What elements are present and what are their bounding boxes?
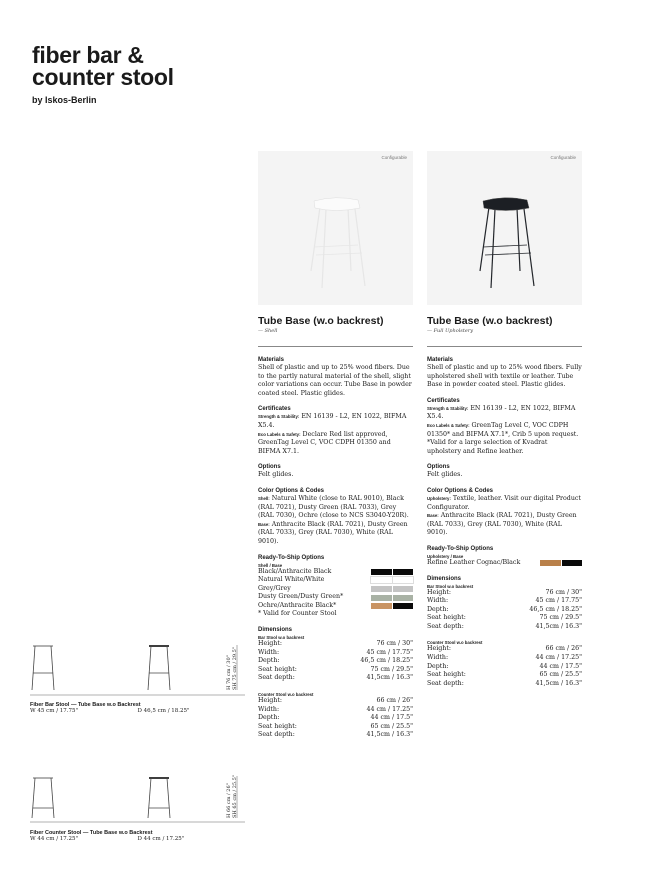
certificate-strength: Strength & Stability: EN 16139 - L2, EN 1022, BIFMA X5.4.	[427, 404, 576, 421]
counter-dimensions-label: Counter Stool w.o backrest	[427, 640, 483, 646]
color-option-2: Base: Anthracite Black (RAL 7021), Dusty Green (RAL 7033), Grey (RAL 7030), White (RAL 9010).	[427, 512, 577, 537]
dimension-row: Height: 76 cm / 30"	[258, 640, 413, 648]
dimension-row: Seat depth: 41,5cm / 16.3"	[427, 679, 582, 687]
counter-depth: D 44 cm / 17.25"	[137, 836, 185, 842]
bar-depth: D 46,5 cm / 18.25"	[137, 708, 190, 714]
color-swatch	[371, 586, 413, 592]
dimension-row: Seat height: 65 cm / 25.5"	[258, 722, 413, 730]
bar-stool-caption: Fiber Bar Stool — Tube Base w.o Backrest	[30, 702, 141, 708]
dimension-row: Seat height: 75 cm / 29.5"	[258, 665, 413, 673]
rts-option: Natural White/White	[258, 576, 413, 585]
rts-option: Refine Leather Cognac/Black	[427, 559, 582, 568]
dimensions-label: Dimensions	[258, 627, 293, 634]
dimension-row: Height: 66 cm / 26"	[427, 645, 582, 653]
product-subtitle: — Full Upholstery	[427, 328, 474, 334]
color-swatch	[371, 603, 413, 609]
dimension-row: Seat height: 75 cm / 29.5"	[427, 614, 582, 622]
options-label: Options	[258, 464, 281, 471]
rts-sublabel: Upholstery / Base	[427, 553, 464, 559]
dimension-row: Width: 45 cm / 17.75"	[258, 648, 413, 656]
dimension-row: Seat depth: 41,5cm / 16.3"	[427, 622, 582, 630]
bar-dimensions-label: Bar Stool w.o backrest	[258, 635, 305, 641]
upholstered-stool-photo-icon	[427, 151, 582, 305]
materials-label: Materials	[427, 357, 454, 363]
counter-stool-drawing	[30, 768, 245, 842]
dimension-row: Seat depth: 41,5cm / 16.3"	[258, 674, 413, 682]
dimension-row: Depth: 46,5 cm / 18.25"	[258, 657, 413, 665]
dimension-row: Depth: 44 cm / 17.5"	[427, 662, 582, 670]
product-photo[interactable]	[258, 151, 413, 305]
dimension-row: Width: 44 cm / 17.25"	[258, 705, 413, 713]
bar-height-label: H 76 cm / 30" SH 75 cm / 29.5"	[226, 646, 238, 690]
materials-text: Shell of plastic and up to 25% wood fibers. Fully upholstered shell with textile or leather. Tube Base in powder coated steel. Plastic glides.	[427, 364, 582, 389]
color-swatch	[371, 577, 413, 583]
counter-stool-caption: Fiber Counter Stool — Tube Base w.o Backrest	[30, 830, 153, 836]
title-line-1: fiber bar &	[32, 42, 144, 68]
bar-dimensions-label: Bar Stool w.o backrest	[427, 583, 474, 589]
color-swatch	[371, 595, 413, 601]
certificates-label: Certificates	[258, 406, 291, 413]
counter-width: W 44 cm / 17.25"	[30, 836, 79, 842]
options-text: Felt glides.	[258, 471, 294, 479]
product-subtitle: — Shell	[258, 328, 278, 334]
counter-height-label: H 66 cm / 26" SH 65 cm / 25.5"	[226, 774, 238, 818]
options-text: Felt glides.	[427, 471, 463, 479]
product-title: Tube Base (w.o backrest)	[258, 315, 384, 327]
configurable-badge: Configurable	[381, 155, 407, 160]
rts-label: Ready-To-Ship Options	[427, 545, 494, 552]
dimension-row: Height: 66 cm / 26"	[258, 697, 413, 705]
color-option-1: Shell: Natural White (close to RAL 9010), Black (RAL 7021), Dusty Green (RAL 7033), Grey (RAL 7030), Ochre (close to NCS S3040-Y20R).	[258, 494, 409, 520]
divider	[258, 346, 413, 347]
color-options-label: Color Options & Codes	[427, 487, 493, 494]
dimension-row: Seat height: 65 cm / 25.5"	[427, 671, 582, 679]
dimension-row: Width: 44 cm / 17.25"	[427, 654, 582, 662]
rts-sublabel: Shell / Base	[258, 562, 283, 568]
dimension-row: Depth: 46,5 cm / 18.25"	[427, 605, 582, 613]
color-options-label: Color Options & Codes	[258, 487, 324, 494]
byline: by Iskos-Berlin	[32, 95, 97, 105]
page-title	[32, 44, 174, 88]
product-column-0	[258, 151, 413, 740]
product-photo[interactable]	[427, 151, 582, 305]
options-label: Options	[427, 464, 450, 471]
product-column-1	[427, 151, 582, 688]
rts-option: Ochre/Anthracite Black*	[258, 602, 413, 611]
materials-text: Shell of plastic and up to 25% wood fibers. Due to the partly natural material of the shell, slight color variations can occur. Tube Base in powder coated steel. Plastic glides.	[258, 364, 412, 397]
rts-option: Black/Anthracite Black	[258, 568, 413, 577]
dimensions-label: Dimensions	[427, 575, 462, 582]
shell-stool-photo-icon	[258, 151, 413, 305]
bar-stool-elevation-icon	[30, 640, 245, 698]
rts-option: Dusty Green/Dusty Green*	[258, 593, 413, 602]
color-swatch	[540, 560, 582, 566]
materials-label: Materials	[258, 357, 285, 363]
bar-width: W 45 cm / 17.75"	[30, 708, 79, 714]
certificates-label: Certificates	[427, 397, 460, 404]
title-line-2: counter stool	[32, 64, 174, 90]
certificate-eco: Eco Labels & Safety: GreenTag Level C, VOC CDPH 01350* and BIFMA X7.1*, Crib 5 upon request.	[427, 421, 579, 438]
dimension-row: Width: 45 cm / 17.75"	[427, 597, 582, 605]
certificate-eco: Eco Labels & Safety: Declare Red list approved, GreenTag Level C, VOC CDPH 01350 and BIFMA X7.1.	[258, 430, 391, 455]
dimension-row: Height: 76 cm / 30"	[427, 588, 582, 596]
bar-stool-drawing	[30, 640, 245, 714]
dimension-row: Seat depth: 41,5cm / 16.3"	[258, 731, 413, 739]
counter-stool-elevation-icon	[30, 768, 245, 826]
rts-label: Ready-To-Ship Options	[258, 554, 325, 561]
color-option-1: Upholstery: Textile, leather. Visit our digital Product Configurator.	[427, 494, 581, 511]
divider	[427, 346, 582, 347]
product-title: Tube Base (w.o backrest)	[427, 315, 553, 327]
counter-dimensions-label: Counter Stool w.o backrest	[258, 692, 314, 698]
rts-note: * Valid for Counter Stool	[258, 610, 337, 618]
rts-option: Grey/Grey	[258, 585, 413, 594]
color-option-2: Base: Anthracite Black (RAL 7021), Dusty Green (RAL 7033), Grey (RAL 7030), White (RAL 9010).	[258, 520, 408, 545]
dimension-row: Depth: 44 cm / 17.5"	[258, 714, 413, 722]
certificate-strength: Strength & Stability: EN 16139 - L2, EN 1022, BIFMA X5.4.	[258, 413, 407, 429]
configurable-badge: Configurable	[550, 155, 576, 160]
color-swatch	[371, 569, 413, 575]
certificate-note: *Valid for a large selection of Kvadrat upholstery and Refine leather.	[427, 439, 548, 455]
